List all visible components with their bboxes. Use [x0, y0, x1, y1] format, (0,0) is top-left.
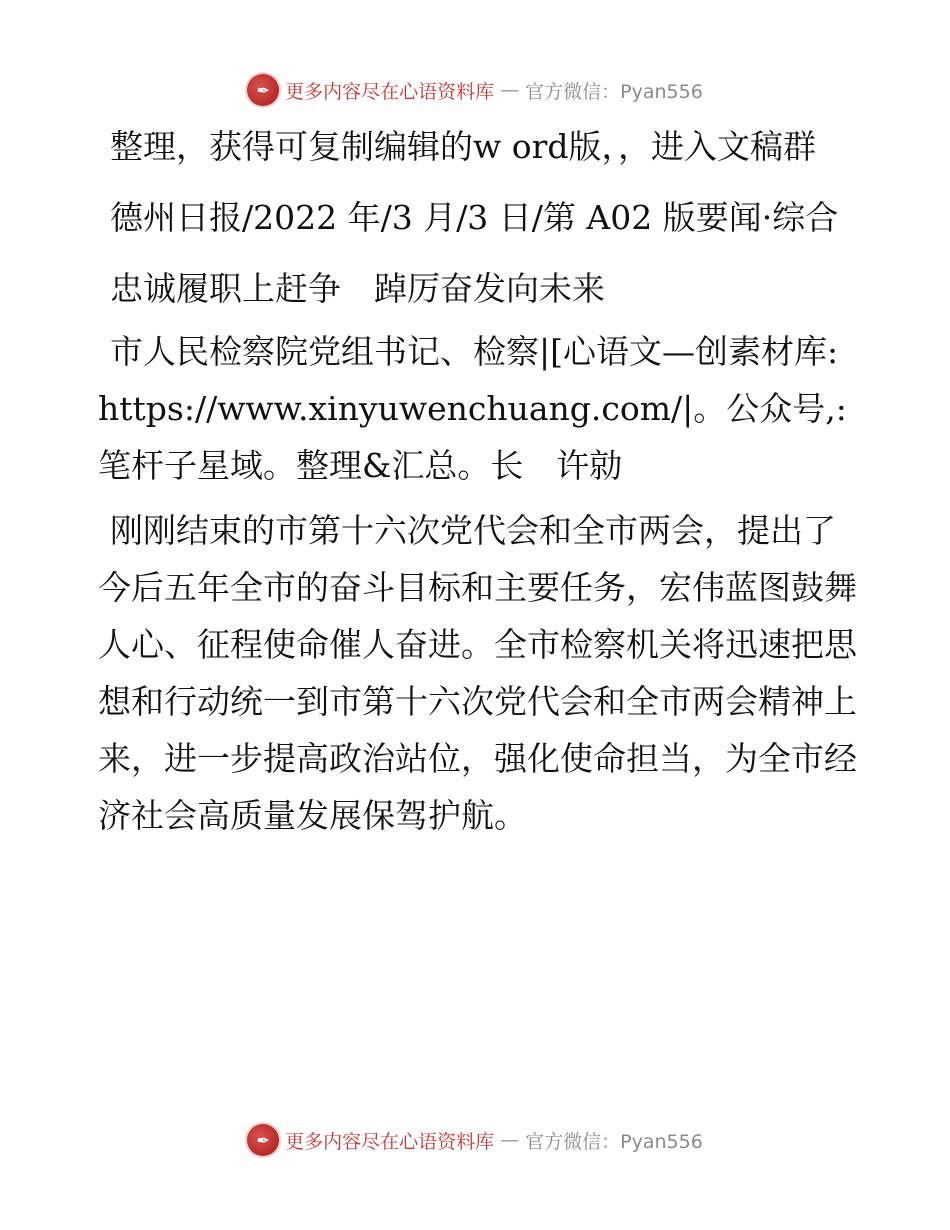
body-paragraph: 刚刚结束的市第十六次党代会和全市两会，提出了今后五年全市的奋斗目标和主要任务，宏伟蓝图鼓舞人心、征程使命催人奋进。全市检察机关将迅速把思想和行动统一到市第十六次党代会和全市两会精神上来，进一步提高政治站位，强化使命担当，为全市经济社会高质量发展保驾护航。: [98, 511, 857, 835]
pen-logo-icon: ✒: [247, 74, 279, 106]
document-body: [98, 118, 868, 858]
watermark-separator: —: [500, 79, 520, 101]
intro-note: 整理，获得可复制编辑的w ord版，，进入文稿群: [110, 127, 817, 166]
author-line: 市人民检察院党组书记、检察|[心语文—创素材库: https://www.xinyuwenchuang.com/|。公众号,: 笔杆子星域。整理&汇总。长 许勍: [98, 332, 847, 485]
watermark-wechat: 官方微信：Pyan556: [525, 1130, 703, 1153]
watermark-wechat: 官方微信：Pyan556: [525, 80, 703, 103]
watermark-text: 更多内容尽在心语资料库: [285, 1130, 495, 1153]
header-watermark: [0, 70, 950, 110]
article-title: 忠诚履职上赶争 踔厉奋发向未来: [110, 269, 605, 308]
footer-watermark: [0, 1120, 950, 1160]
watermark-separator: —: [500, 1129, 520, 1151]
pen-logo-icon: ✒: [247, 1124, 279, 1156]
watermark-text: 更多内容尽在心语资料库: [285, 80, 495, 103]
source-line: 德州日报/2022 年/3 月/3 日/第 A02 版要闻·综合: [110, 198, 839, 237]
